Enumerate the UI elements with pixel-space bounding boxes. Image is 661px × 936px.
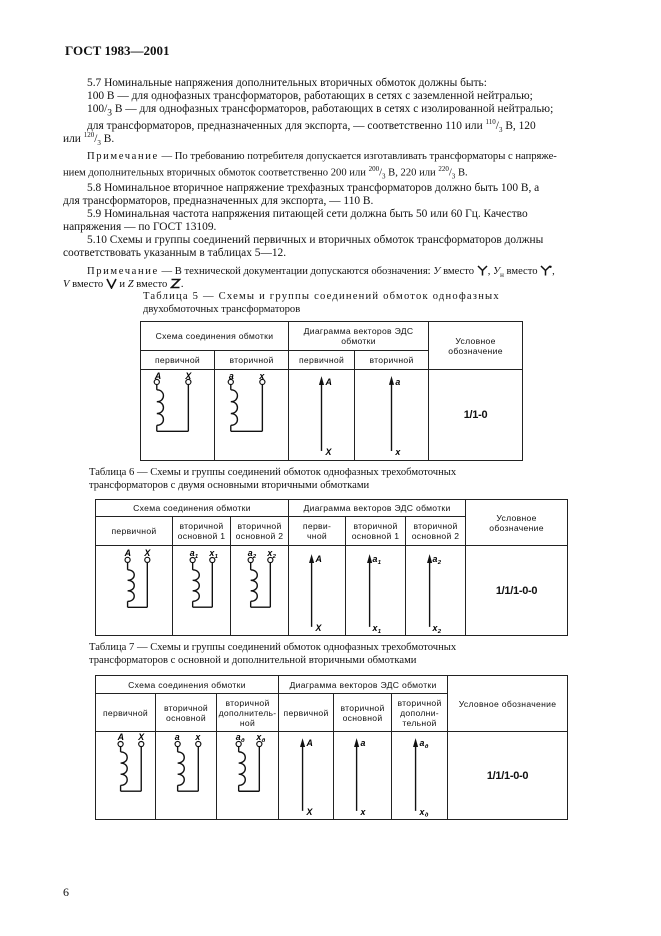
vector-label: $a_1$	[372, 553, 382, 566]
emf-vector-diagram	[355, 370, 428, 460]
terminal-circle	[145, 557, 150, 562]
vector-label: a	[360, 738, 366, 749]
terminal-label: a	[174, 732, 180, 743]
table-7-header-diagram-secondary-additional: вторичной дополни- тельной	[392, 694, 448, 732]
table-7-header-secondary-additional: вторичной дополнитель- ной	[217, 694, 279, 732]
table-7	[95, 675, 568, 820]
vector-arrowhead	[389, 376, 394, 385]
winding-scheme-diagram	[173, 546, 230, 635]
winding-scheme-diagram	[96, 546, 172, 635]
note-2-line-2: V вместо и Z вместо .	[63, 279, 184, 290]
vector-arrowhead	[309, 554, 314, 563]
para-5-7-line-3: $100/_3$ В — для однофазных трансформаторов, работающих в сетях с изолированной нейтралью;	[87, 103, 554, 119]
emf-vector-diagram	[346, 546, 405, 635]
table-5-header-diagram-primary: первичной	[289, 351, 355, 370]
delta-open-symbol-icon	[106, 278, 117, 289]
para-5-7-line-2: 100 В — для однофазных трансформаторов, работающих в сетях с заземленной нейтралью;	[87, 90, 533, 102]
table-6-header-primary: первичной	[96, 517, 173, 546]
table-5-caption-line-2: двухобмоточных трансформаторов	[143, 304, 301, 315]
vector-label: A	[306, 738, 314, 749]
table-5-primary-winding-scheme	[141, 370, 215, 461]
table-7-header-scheme: Схема соединения обмотки	[96, 676, 279, 694]
table-6-header-diagram-secondary-1: вторичной основной 1	[346, 517, 406, 546]
winding-scheme-diagram	[231, 546, 288, 635]
terminal-circle	[125, 557, 130, 562]
terminal-label: $x_2$	[267, 548, 277, 561]
terminal-label: A	[117, 732, 125, 743]
winding-scheme-diagram	[217, 732, 278, 819]
table-6-primary-winding-scheme	[96, 546, 173, 636]
terminal-circle	[196, 741, 201, 746]
terminal-label: x	[259, 370, 265, 381]
vector-label: x	[395, 446, 401, 457]
table-5-header-scheme: Схема соединения обмотки	[141, 322, 289, 351]
para-5-10-line-1: 5.10 Схемы и группы соединений первичных и вторичных обмоток трансформаторов должны	[87, 234, 544, 246]
vector-label: A	[325, 376, 333, 387]
vector-label: X	[325, 446, 332, 457]
para-5-10-line-2: соответствовать указанным в таблицах 5—12.	[63, 247, 287, 259]
vector-arrowhead	[300, 738, 305, 747]
page-number: 6	[63, 885, 69, 899]
table-6-header-diagram: Диаграмма векторов ЭДС обмотки	[289, 500, 466, 517]
vector-label: $a_2$	[432, 553, 442, 566]
table-7-header-primary: первичной	[96, 694, 156, 732]
table-5-header-diagram: Диаграмма векторов ЭДС обмотки	[289, 322, 429, 351]
table-6-caption-line-1: Таблица 6 — Схемы и группы соединений обмоток однофазных трехобмоточных	[89, 467, 457, 478]
table-7-caption-line-1: Таблица 7 — Схемы и группы соединений обмоток однофазных трехобмоточных	[89, 642, 457, 653]
winding-scheme-diagram	[141, 370, 214, 460]
coil	[121, 752, 128, 785]
note-1-line-1: Примечание — По требованию потребителя допускается изготавливать трансформаторы с напряже-	[87, 151, 557, 162]
emf-vector-diagram	[289, 370, 354, 460]
coil	[231, 390, 238, 426]
vector-label: X	[315, 622, 322, 633]
table-5	[140, 321, 523, 461]
terminal-label: A	[154, 370, 162, 381]
coil	[239, 752, 246, 785]
table-7-header-diagram-primary: первичной	[279, 694, 334, 732]
vector-label: X	[306, 806, 313, 817]
winding-scheme-diagram	[156, 732, 216, 819]
para-5-7-line-5: или $^{120}/_3$ В.	[63, 131, 115, 148]
table-5-header-symbol: Условное обозначение	[429, 322, 523, 370]
table-7-primary-winding-scheme	[96, 732, 156, 820]
coil	[157, 390, 164, 426]
emf-vector-diagram	[392, 732, 447, 819]
document-header: ГОСТ 1983—2001	[65, 43, 170, 58]
table-6-header-scheme: Схема соединения обмотки	[96, 500, 289, 517]
table-6-header-diagram-primary: перви- чной	[289, 517, 346, 546]
terminal-label: a	[228, 370, 235, 381]
table-7-header-diagram: Диаграмма векторов ЭДС обмотки	[279, 676, 448, 694]
winding-scheme-diagram	[215, 370, 288, 460]
vector-label: x	[360, 806, 366, 817]
table-5-header-secondary: вторичной	[215, 351, 289, 370]
table-6-secondary-1-vector	[346, 546, 406, 636]
note-2-line-1: Примечание — В технической документации допускаются обозначения: У вместо , $У_н$ вместо ,	[87, 266, 555, 280]
terminal-label: $x_д$	[256, 732, 266, 745]
table-6-secondary-1-winding-scheme	[173, 546, 231, 636]
table-6-header-secondary-2: вторичной основной 2	[231, 517, 289, 546]
coil	[193, 570, 200, 601]
vector-label: $x_д$	[419, 806, 429, 819]
star-neutral-symbol-icon	[540, 265, 552, 276]
vector-arrowhead	[354, 738, 359, 747]
table-6-symbol-code: 1/1/1-0-0	[466, 546, 568, 636]
table-6-primary-vector	[289, 546, 346, 636]
terminal-label: X	[185, 370, 192, 381]
table-7-header-diagram-secondary-main: вторичной основной	[334, 694, 392, 732]
emf-vector-diagram	[406, 546, 465, 635]
table-6-secondary-2-winding-scheme	[231, 546, 289, 636]
terminal-label: x	[195, 732, 201, 743]
table-5-secondary-winding-scheme	[215, 370, 289, 461]
table-7-caption-line-2: трансформаторов с основной и дополнительной вторичными обмотками	[89, 655, 417, 666]
vector-label: $x_2$	[432, 622, 442, 635]
table-5-caption-line-1: Таблица 5 — Схемы и группы соединений обмоток однофазных	[143, 291, 500, 302]
para-5-8-line-2: для трансформаторов, предназначенных для экспорта, — 110 В.	[63, 195, 374, 207]
para-5-7-line-4: для трансформаторов, предназначенных для экспорта, — соответственно 110 или $^{110}/_3$ В, 120	[87, 118, 536, 135]
vector-arrowhead	[319, 376, 324, 385]
table-5-secondary-vector	[355, 370, 429, 461]
terminal-label: $a_2$	[247, 548, 257, 561]
terminal-label: X	[138, 732, 145, 743]
table-7-header-secondary-main: вторичной основной	[156, 694, 217, 732]
vector-label: $x_1$	[372, 622, 382, 635]
coil	[128, 570, 135, 602]
zigzag-symbol-icon	[170, 278, 181, 289]
para-5-9-line-1: 5.9 Номинальная частота напряжения питающей сети должна быть 50 или 60 Гц. Качество	[87, 208, 528, 220]
table-6-caption-line-2: трансформаторов с двумя основными вторичными обмотками	[89, 480, 370, 491]
terminal-label: $x_1$	[209, 548, 219, 561]
star-symbol-icon	[477, 265, 488, 276]
table-7-symbol-code: 1/1/1-0-0	[448, 732, 568, 820]
vector-arrowhead	[367, 554, 372, 563]
terminal-circle	[175, 741, 180, 746]
table-7-primary-vector	[279, 732, 334, 820]
note-1-line-2: нием дополнительных вторичных обмоток соответственно 200 или $^{200}/_3$ В, 220 или $^{220}/_3$ В.	[63, 165, 468, 181]
table-7-header-symbol: Условное обозначение	[448, 676, 568, 732]
terminal-label: A	[124, 547, 132, 558]
table-6-secondary-2-vector	[406, 546, 466, 636]
para-5-9-line-2: напряжения — по ГОСТ 13109.	[63, 221, 217, 233]
para-5-8-line-1: 5.8 Номинальное вторичное напряжение трехфазных трансформаторов должно быть 100 В, а	[87, 182, 540, 194]
table-7-secondary-main-winding-scheme	[156, 732, 217, 820]
vector-label: A	[315, 554, 323, 565]
terminal-circle	[139, 741, 144, 746]
table-7-secondary-additional-vector	[392, 732, 448, 820]
table-5-header-diagram-secondary: вторичной	[355, 351, 429, 370]
table-6-header-diagram-secondary-2: вторичной основной 2	[406, 517, 466, 546]
emf-vector-diagram	[279, 732, 333, 819]
vector-arrowhead	[427, 554, 432, 563]
table-7-secondary-main-vector	[334, 732, 392, 820]
terminal-label: $a_1$	[189, 548, 199, 561]
coil	[251, 570, 258, 601]
table-6	[95, 499, 568, 636]
winding-scheme-diagram	[96, 732, 155, 819]
table-6-header-symbol: Условное обозначение	[466, 500, 568, 546]
table-5-symbol-code: 1/1-0	[429, 370, 523, 461]
emf-vector-diagram	[334, 732, 391, 819]
terminal-circle	[118, 741, 123, 746]
table-7-secondary-additional-winding-scheme	[217, 732, 279, 820]
emf-vector-diagram	[289, 546, 345, 635]
vector-arrowhead	[413, 738, 418, 747]
vector-label: $a_д$	[419, 738, 429, 750]
terminal-label: $a_д$	[235, 732, 245, 745]
table-5-primary-vector	[289, 370, 355, 461]
table-6-header-secondary-1: вторичной основной 1	[173, 517, 231, 546]
coil	[178, 752, 185, 785]
table-5-header-primary: первичной	[141, 351, 215, 370]
para-5-7-line-1: 5.7 Номинальные напряжения дополнительных вторичных обмоток должны быть:	[87, 77, 487, 89]
vector-label: a	[395, 376, 401, 387]
terminal-label: X	[144, 547, 151, 558]
